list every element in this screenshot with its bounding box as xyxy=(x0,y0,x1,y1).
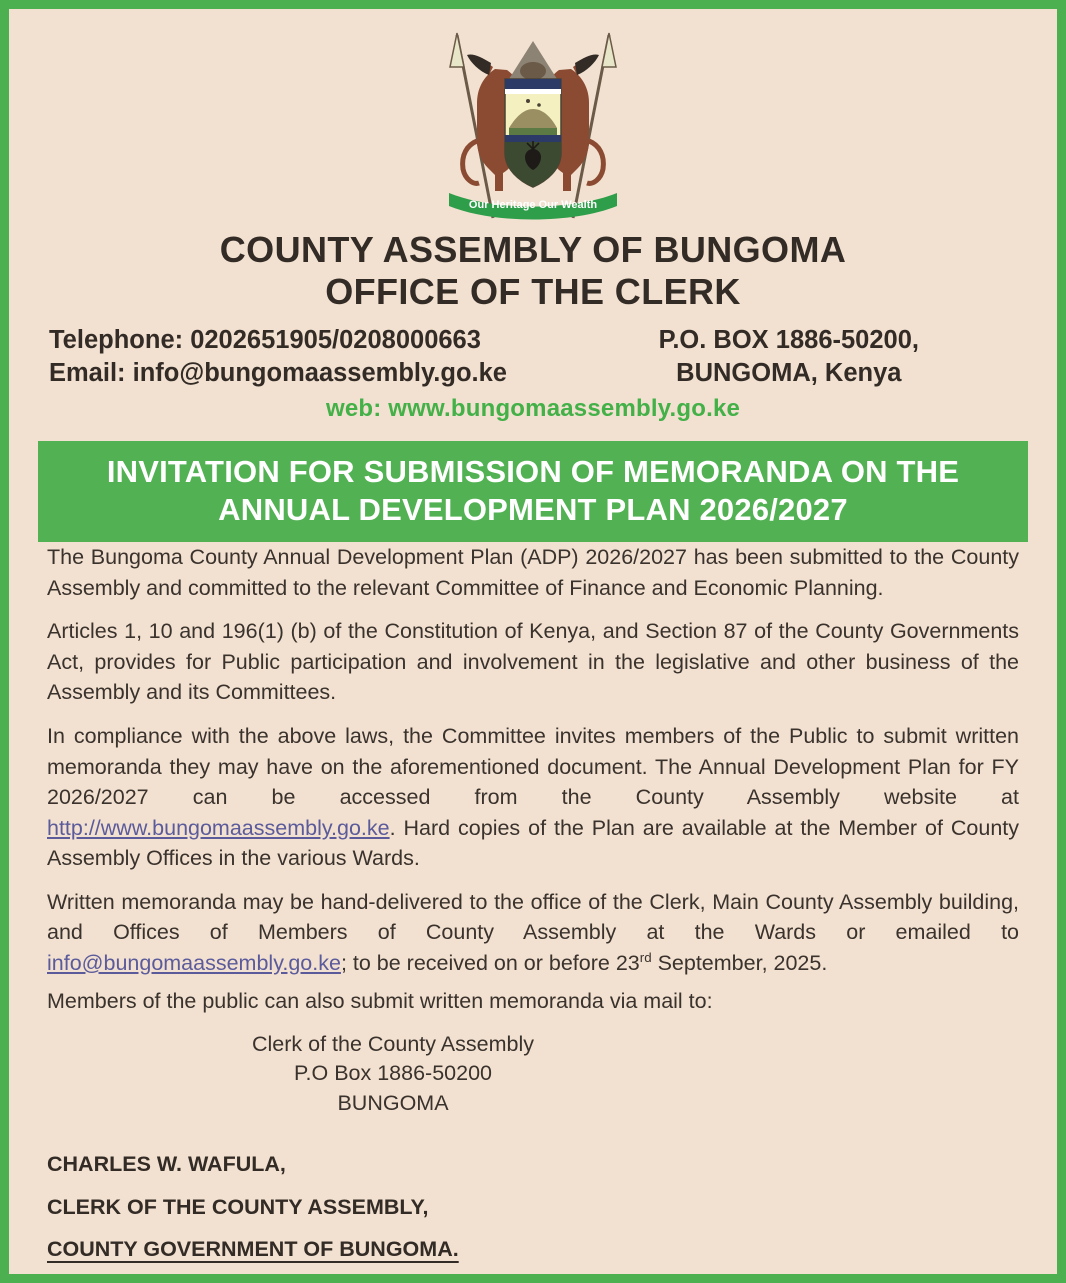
assembly-website-link[interactable]: http://www.bungomaassembly.go.ke xyxy=(47,815,390,840)
paragraph-4 xyxy=(47,887,1019,979)
telephone-line: Telephone: 0202651905/0208000663 xyxy=(49,325,481,354)
paragraph-2: Articles 1, 10 and 196(1) (b) of the Constitution of Kenya, and Section 87 of the County Governments Act, provides for Public participation and involvement in the legislative and other business of the Assembly and its Committees. xyxy=(47,619,1019,705)
org-title-line2: OFFICE OF THE CLERK xyxy=(325,270,741,312)
signatory-organisation: COUNTY GOVERNMENT OF BUNGOMA. xyxy=(47,1237,459,1261)
address-line-1: Clerk of the County Assembly xyxy=(251,1031,534,1056)
paragraph-3-text-after: . Hard copies of the Plan are available at the Member of County Assembly Offices in the various Wards. xyxy=(47,815,1019,871)
kenya-coat-of-arms-icon xyxy=(433,23,633,228)
city-line: BUNGOMA, Kenya xyxy=(676,358,902,387)
paragraph-1: The Bungoma County Annual Development Plan (ADP) 2026/2027 has been submitted to the County Assembly and committed to the relevant Committee of Finance and Economic Planning. xyxy=(47,545,1019,600)
email-line: Email: info@bungomaassembly.go.ke xyxy=(49,358,507,387)
assembly-email-link[interactable]: info@bungomaassembly.go.ke xyxy=(47,950,341,975)
contact-left xyxy=(49,324,507,390)
banner-line2: ANNUAL DEVELOPMENT PLAN 2026/2027 xyxy=(218,491,848,527)
paragraph-3 xyxy=(47,721,1019,874)
notice-body xyxy=(38,542,1028,1118)
address-line-3: BUNGOMA xyxy=(337,1090,449,1115)
contact-right xyxy=(659,324,1019,390)
contact-block xyxy=(38,324,1028,390)
paragraph-4-text-before: Written memoranda may be hand-delivered to the office of the Clerk, Main County Assembly building, and Offices of Members of County Assembly at the Wards or emailed to xyxy=(47,889,1019,945)
date-ordinal-suffix: rd xyxy=(639,949,652,965)
notice-banner xyxy=(38,441,1028,543)
po-box-line: P.O. BOX 1886-50200, xyxy=(658,325,919,354)
org-title-line1: COUNTY ASSEMBLY OF BUNGOMA xyxy=(219,229,847,270)
paragraph-3-text-before: In compliance with the above laws, the Committee invites members of the Public to submit written memoranda they may have on the aforementioned document. The Annual Development Plan for FY 2026/2027 can be accessed from the County Assembly website at xyxy=(47,723,1019,810)
signatory-position: CLERK OF THE COUNTY ASSEMBLY, xyxy=(47,1194,429,1219)
postal-address-block xyxy=(47,1030,1019,1119)
signatory-name: CHARLES W. WAFULA, xyxy=(47,1152,286,1176)
address-line-2: P.O Box 1886-50200 xyxy=(293,1061,493,1086)
website-line: web: www.bungomaassembly.go.ke xyxy=(325,394,741,422)
paragraph-4-text-after-b: September, 2025. xyxy=(651,950,828,975)
signature-block xyxy=(47,1154,459,1261)
emblem-motto-text: Our Heritage Our Wealth xyxy=(468,199,598,211)
page-title xyxy=(38,229,1028,313)
paragraph-5: Members of the public can also submit written memoranda via mail to: xyxy=(47,989,713,1014)
paragraph-4-text-after-a: ; to be received on or before 23 xyxy=(340,950,640,975)
emblem-container xyxy=(38,9,1028,229)
banner-line1: INVITATION FOR SUBMISSION OF MEMORANDA ON THE xyxy=(106,453,960,489)
document-inner xyxy=(9,9,1057,1274)
